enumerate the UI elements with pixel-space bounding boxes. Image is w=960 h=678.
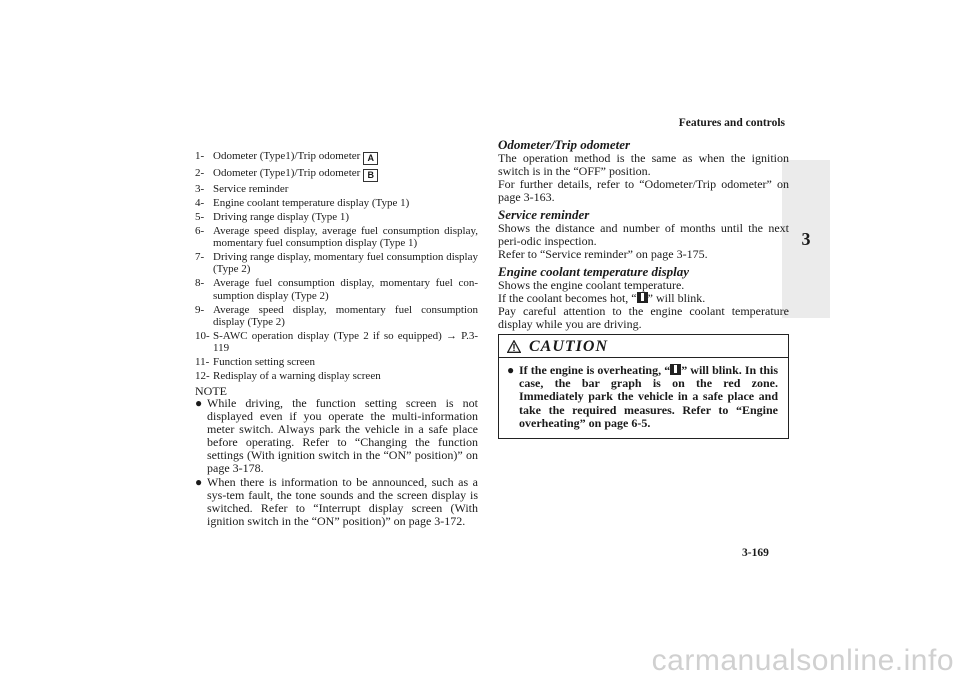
page-header: Features and controls xyxy=(678,117,785,129)
section-heading-coolant: Engine coolant temperature display xyxy=(498,264,690,279)
section-heading-service: Service reminder xyxy=(498,207,590,222)
badge-b-icon: B xyxy=(363,169,378,182)
list-item: 10- S-AWC operation display (Type 2 if so equipped) → P.3-119 xyxy=(195,329,478,355)
caution-title: CAUTION xyxy=(529,337,609,355)
caution-box: CAUTION ● If the engine is overheating, “ ” will blink. In this case, the bar graph is on the red zone. Immediately park the vehicle in a safe place and take the required measures. Refer to “Engine overheating” on page 6-5. xyxy=(498,334,789,439)
note-title: NOTE xyxy=(195,383,227,398)
list-item: 2- Odometer (Type1)/Trip odometer B xyxy=(195,167,478,182)
list-item: 4- Engine coolant temperature display (Type 1) xyxy=(195,196,410,209)
list-item: 6- Average speed display, average fuel consumption display, momentary fuel consumption display (Type 1) xyxy=(195,224,478,250)
list-item: 8- Average fuel consumption display, momentary fuel con-sumption display (Type 2) xyxy=(195,277,478,302)
left-column xyxy=(195,150,478,528)
note-bullet: ● While driving, the function setting screen is not displayed even if you operate the multi-information meter switch. Always park the vehicle in a safe place before operating. Refer to “Changing the function settings (With ignition switch in the “ON” position)” on page 3-178. xyxy=(195,396,478,476)
list-item: 12- Redisplay of a warning display screen xyxy=(195,370,381,383)
coolant-temperature-icon xyxy=(637,292,648,303)
page-number: 3-169 xyxy=(742,547,769,559)
list-item: 9- Average speed display, momentary fuel consumption display (Type 2) xyxy=(195,303,478,329)
list-item: 7- Driving range display, momentary fuel consumption display (Type 2) xyxy=(195,251,478,276)
badge-a-icon: A xyxy=(363,152,378,165)
section-heading-odometer: Odometer/Trip odometer xyxy=(498,137,631,152)
note-bullet: ● When there is information to be announced, such as a sys-tem fault, the tone sounds and the screen display is switched. Refer to “Interrupt display screen (With ignition switch in the “ON” position)” on page 3-172. xyxy=(195,474,478,528)
coolant-temperature-icon xyxy=(670,364,681,375)
bullet-icon: ● xyxy=(507,363,515,377)
display-list xyxy=(195,150,478,383)
bullet-icon: ● xyxy=(195,474,203,489)
warning-triangle-icon xyxy=(507,340,521,353)
chapter-tab: 3 xyxy=(782,160,830,318)
list-item: 3- Service reminder xyxy=(195,183,289,195)
bullet-icon: ● xyxy=(195,396,203,410)
list-item: 5- Driving range display (Type 1) xyxy=(195,210,350,223)
list-item: 1- Odometer (Type1)/Trip odometer A xyxy=(195,150,478,165)
right-column: Odometer/Trip odometer The operation method is the same as when the ignition switch is in the “OFF” position. For further details, refer to “Odometer/Trip odometer” on page 3-163. Service reminder Shows the distance and number of months until the next peri-odic inspection. Refer to “Service reminder” on page 3-175. Engine coolant temperature display Shows the engine coolant temperature. If the coolant becomes hot, “ ” will blink. Pay careful attention to the engine coolant temperature display while you are driving. CAUTION ● If the engine is overheating, “ ” will blink. In this case, the bar graph is on the red zone. Immediately park the vehicle in a safe place and take the required measures. Refer to “Engine overheating” on page 6-5. xyxy=(498,137,789,439)
watermark: carmanualsonline.info xyxy=(651,644,954,677)
list-item: 11- Function setting screen xyxy=(195,356,316,369)
